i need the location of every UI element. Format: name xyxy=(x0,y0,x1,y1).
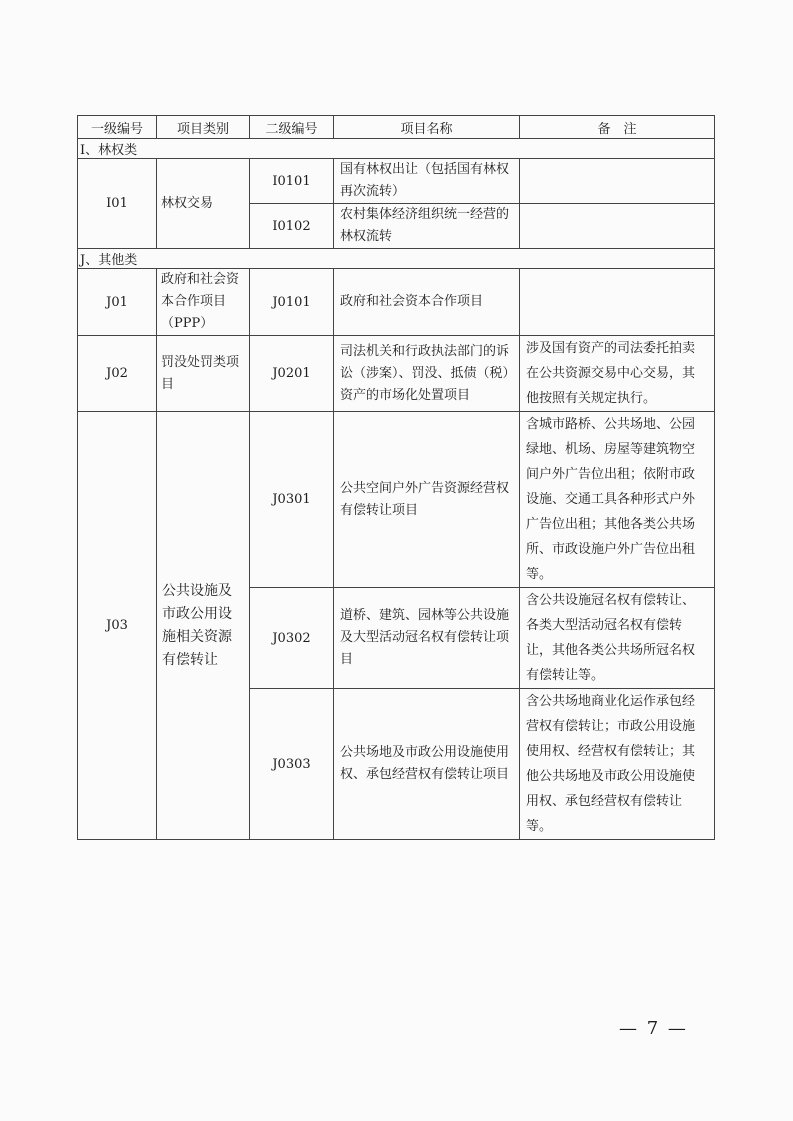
remarks xyxy=(520,269,715,336)
section-title: J、其他类 xyxy=(78,249,715,269)
header-category: 项目类别 xyxy=(157,116,250,139)
header-row xyxy=(78,116,715,139)
header-level1-code: 一级编号 xyxy=(78,116,157,139)
level2-code: J0101 xyxy=(250,269,334,336)
level1-code: J03 xyxy=(78,412,157,840)
project-name: 国有林权出让（包括国有林权再次流转） xyxy=(334,159,520,204)
remarks: 含公共设施冠名权有偿转让、各类大型活动冠名权有偿转让，其他各类公共场所冠名权有偿转让等。 xyxy=(520,588,715,689)
level2-code: J0302 xyxy=(250,588,334,689)
remarks xyxy=(520,204,715,249)
level2-code: J0301 xyxy=(250,412,334,588)
remarks: 涉及国有资产的司法委托拍卖在公共资源交易中心交易，其他按照有关规定执行。 xyxy=(520,336,715,412)
remarks xyxy=(520,159,715,204)
category: 政府和社会资本合作项目（PPP） xyxy=(157,269,250,336)
project-name: 公共场地及市政公用设施使用权、承包经营权有偿转让项目 xyxy=(334,689,520,840)
section-row xyxy=(78,249,715,269)
section-title: I、林权类 xyxy=(78,139,715,159)
table-row xyxy=(78,412,715,588)
project-name: 政府和社会资本合作项目 xyxy=(334,269,520,336)
level2-code: I0101 xyxy=(250,159,334,204)
level2-code: J0201 xyxy=(250,336,334,412)
table-row xyxy=(78,269,715,336)
remarks: 含城市路桥、公共场地、公园绿地、机场、房屋等建筑物空间户外广告位出租；依附市政设施、交通工具各种形式户外广告位出租；其他各类公共场所、市政设施户外广告位出租等。 xyxy=(520,412,715,588)
project-name: 司法机关和行政执法部门的诉讼（涉案）、罚没、抵债（税）资产的市场化处置项目 xyxy=(334,336,520,412)
level1-code: I01 xyxy=(78,159,157,249)
category: 罚没处罚类项目 xyxy=(157,336,250,412)
project-name: 公共空间户外广告资源经营权有偿转让项目 xyxy=(334,412,520,588)
page-number: — 7 — xyxy=(619,1018,688,1039)
project-name: 农村集体经济组织统一经营的林权流转 xyxy=(334,204,520,249)
level2-code: J0303 xyxy=(250,689,334,840)
header-remarks: 备 注 xyxy=(520,116,715,139)
header-project-name: 项目名称 xyxy=(334,116,520,139)
level1-code: J02 xyxy=(78,336,157,412)
table-row xyxy=(78,159,715,204)
category: 林权交易 xyxy=(157,159,250,249)
project-name: 道桥、建筑、园林等公共设施及大型活动冠名权有偿转让项目 xyxy=(334,588,520,689)
category: 公共设施及市政公用设施相关资源有偿转让 xyxy=(157,412,250,840)
header-level2-code: 二级编号 xyxy=(250,116,334,139)
level2-code: I0102 xyxy=(250,204,334,249)
remarks: 含公共场地商业化运作承包经营权有偿转让；市政公用设施使用权、经营权有偿转让；其他公共场地及市政公用设施使用权、承包经营权有偿转让等。 xyxy=(520,689,715,840)
level1-code: J01 xyxy=(78,269,157,336)
table-row xyxy=(78,336,715,412)
project-catalog-table xyxy=(77,115,715,840)
section-row xyxy=(78,139,715,159)
